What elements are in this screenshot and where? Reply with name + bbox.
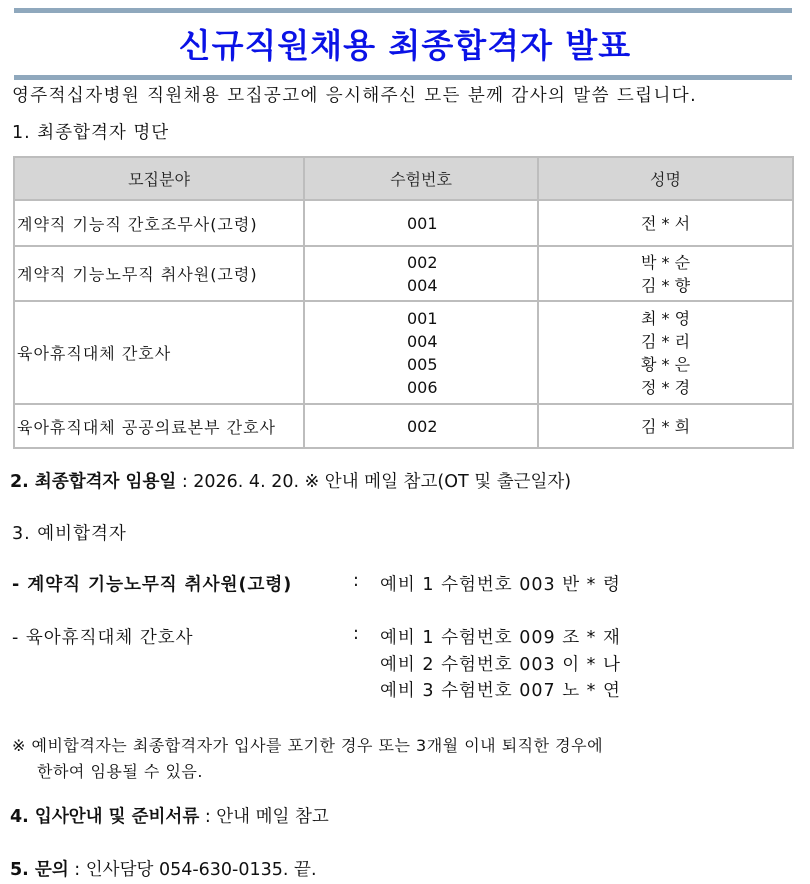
- table-row: [14, 301, 793, 404]
- row-numbers: [304, 404, 538, 448]
- section5-label: 5. 문의: [10, 860, 69, 880]
- section4-value: : 안내 메일 참고: [199, 807, 329, 827]
- section4-line: [10, 803, 329, 828]
- header-number: 수험번호: [304, 157, 538, 200]
- reserve-note: [12, 733, 603, 785]
- exam-number: 001: [407, 213, 438, 233]
- section2-value: : 2026. 4. 20. ※ 안내 메일 참고(OT 및 출근일자): [176, 472, 572, 492]
- finalist-table: [13, 156, 794, 449]
- section3-heading: 3. 예비합격자: [12, 524, 127, 544]
- row-field: 계약직 기능노무직 취사원(고령): [14, 246, 304, 301]
- table-row: [14, 404, 793, 448]
- table-header-row: [14, 157, 793, 200]
- row-field: 육아휴직대체 간호사: [14, 301, 304, 404]
- candidate-name: 박 * 순: [640, 252, 691, 272]
- candidate-name: 김 * 리: [640, 331, 691, 351]
- exam-number: 006: [407, 377, 438, 397]
- table-row: [14, 200, 793, 246]
- reserve-entry: 예비 3 수험번호 007 노 * 연: [380, 681, 621, 701]
- row-names: [538, 200, 793, 246]
- note-line-1: ※ 예비합격자는 최종합격자가 입사를 포기한 경우 또는 3개월 이내 퇴직한 경우에: [12, 736, 604, 755]
- reserve-group-label: - 육아휴직대체 간호사: [12, 628, 194, 648]
- candidate-name: 김 * 희: [640, 416, 691, 436]
- section2-line: [10, 468, 571, 493]
- section4-label: 4. 입사안내 및 준비서류: [10, 807, 200, 827]
- header-name: 성명: [538, 157, 793, 200]
- section5-line: [10, 856, 317, 881]
- section1-heading: 1. 최종합격자 명단: [12, 123, 170, 143]
- page-title: 신규직원채용 최종합격자 발표: [178, 26, 632, 65]
- reserve-group-label: - 계약직 기능노무직 취사원(고령): [12, 575, 293, 595]
- row-field: 육아휴직대체 공공의료본부 간호사: [14, 404, 304, 448]
- candidate-name: 황 * 은: [640, 354, 691, 374]
- table-row: [14, 246, 793, 301]
- candidate-name: 전 * 서: [640, 213, 691, 233]
- candidate-name: 최 * 영: [640, 308, 691, 328]
- row-numbers: [304, 246, 538, 301]
- reserve-colon: :: [353, 571, 359, 591]
- section2-label: 2. 최종합격자 임용일: [10, 472, 177, 492]
- row-numbers: [304, 200, 538, 246]
- row-numbers: [304, 301, 538, 404]
- bottom-rule: [14, 75, 792, 80]
- exam-number: 001: [407, 308, 438, 328]
- greeting-text: 영주적십자병원 직원채용 모집공고에 응시해주신 모든 분께 감사의 말씀 드립니다.: [12, 86, 698, 106]
- row-names: [538, 246, 793, 301]
- reserve-colon: :: [353, 624, 359, 644]
- reserve-entry: 예비 1 수험번호 009 조 * 재: [380, 628, 621, 648]
- exam-number: 005: [407, 354, 438, 374]
- exam-number: 004: [407, 331, 438, 351]
- top-rule: [14, 8, 792, 13]
- section5-value: : 인사담당 054-630-0135. 끝.: [68, 860, 317, 880]
- row-field: 계약직 기능직 간호조무사(고령): [14, 200, 304, 246]
- candidate-name: 정 * 경: [640, 377, 691, 397]
- exam-number: 004: [407, 275, 438, 295]
- note-line-2: 한하여 임용될 수 있음.: [37, 762, 203, 781]
- exam-number: 002: [407, 416, 438, 436]
- row-names: [538, 404, 793, 448]
- row-names: [538, 301, 793, 404]
- reserve-entry: 예비 1 수험번호 003 반 * 령: [380, 575, 621, 595]
- header-field: 모집분야: [14, 157, 304, 200]
- candidate-name: 김 * 향: [640, 275, 691, 295]
- reserve-entry: 예비 2 수험번호 003 이 * 나: [380, 655, 621, 675]
- exam-number: 002: [407, 252, 438, 272]
